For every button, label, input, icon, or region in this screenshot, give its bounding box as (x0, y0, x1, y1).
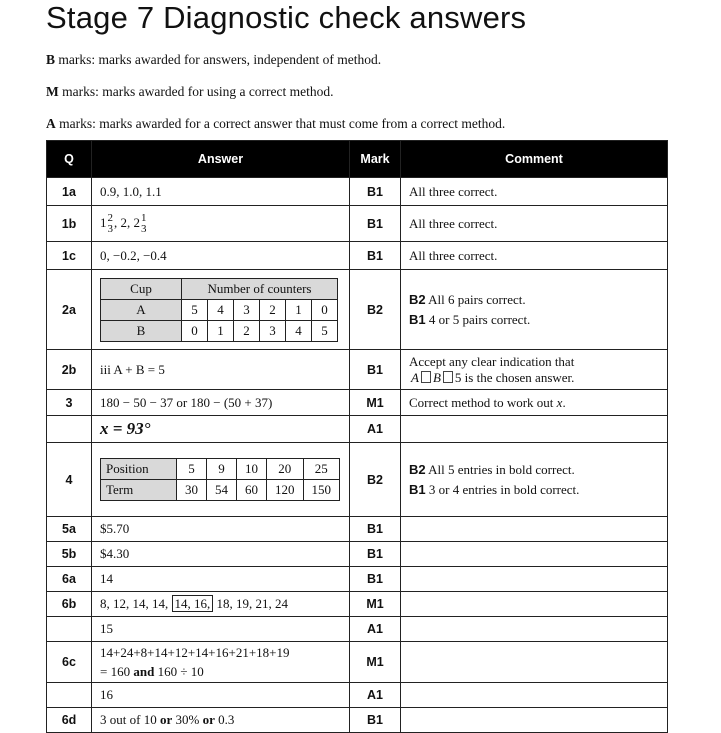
counter-cell: 1 (208, 320, 234, 341)
comment-cell (401, 542, 668, 567)
comment-var: B (432, 369, 441, 385)
header-comment: Comment (401, 141, 668, 178)
legend-key: M (46, 84, 59, 99)
question-number: 1a (47, 178, 92, 206)
numerator: 1 (141, 211, 147, 224)
question-number: 1c (47, 242, 92, 270)
mark-cell: B1 (350, 517, 401, 542)
counter-cell: 4 (286, 320, 312, 341)
legend-text: marks: marks awarded for answers, independent of method. (55, 52, 382, 67)
cup-label-a: A (101, 299, 182, 320)
answer-text: 3 out of 10 (100, 712, 160, 727)
counter-cell: 4 (208, 299, 234, 320)
answer-keyword: and (133, 663, 155, 679)
answer-cell (92, 443, 350, 517)
answer-text: , 2, 2 (114, 214, 140, 230)
mark-cell: M1 (350, 390, 401, 416)
question-number: 6a (47, 567, 92, 592)
comment-cell: All three correct. (401, 242, 668, 270)
legend-key: B (46, 52, 56, 67)
legend-key: A (46, 116, 56, 131)
question-number: 3 (47, 390, 92, 416)
mark-cell: B2 (350, 270, 401, 350)
comment-cell (401, 390, 668, 416)
comment-text: 4 or 5 pairs correct. (425, 311, 531, 327)
legend-text: marks: marks awarded for using a correct method. (58, 84, 334, 99)
counter-cell: 3 (234, 299, 260, 320)
comment-cell: All three correct. (401, 206, 668, 242)
counter-cell: 5 (182, 299, 208, 320)
comment-cell (401, 567, 668, 592)
mark-cell: B1 (350, 708, 401, 733)
term-cell: 54 (207, 480, 237, 501)
denominator: 3 (141, 222, 147, 235)
comment-key: B2 (409, 291, 426, 307)
mark-cell: B2 (350, 443, 401, 517)
table-header-row (47, 141, 668, 178)
table-row (47, 206, 668, 242)
legend-text: marks: marks awarded for a correct answer that must come from a correct method. (55, 116, 506, 131)
term-cell: 150 (303, 480, 340, 501)
term-cell: 60 (237, 480, 267, 501)
cup-label-b: B (101, 320, 182, 341)
answer-cell: $4.30 (92, 542, 350, 567)
table-row (47, 517, 668, 542)
question-number: 5b (47, 542, 92, 567)
comment-text: 5 (454, 369, 462, 385)
counter-cell: 5 (312, 320, 338, 341)
answer-cell (92, 642, 350, 683)
question-number: 2a (47, 270, 92, 350)
position-cell: 9 (207, 459, 237, 480)
comment-key: B1 (409, 311, 426, 327)
answer-cell: 15 (92, 617, 350, 642)
comment-key: B2 (409, 461, 426, 477)
table-row (47, 350, 668, 390)
comment-text: All 5 entries in bold correct. (425, 461, 575, 477)
answer-cell (92, 708, 350, 733)
counters-table (100, 278, 338, 342)
comment-cell (401, 592, 668, 617)
fraction (108, 213, 114, 235)
answers-table (46, 140, 668, 733)
position-cell: 10 (237, 459, 267, 480)
table-row (47, 567, 668, 592)
comment-cell (401, 683, 668, 708)
question-number: 4 (47, 443, 92, 517)
mark-cell: M1 (350, 642, 401, 683)
fraction (141, 213, 147, 235)
comment-cell (401, 350, 668, 390)
box-symbol (443, 371, 453, 383)
counter-cell: 0 (182, 320, 208, 341)
table-row (47, 592, 668, 617)
page-title: Stage 7 Diagnostic check answers (46, 0, 527, 35)
answer-text: 160 ÷ 10 (154, 663, 204, 679)
answer-keyword: or (202, 712, 215, 727)
answer-cell: 180 − 50 − 37 or 180 − (50 + 37) (92, 390, 350, 416)
denominator: 3 (107, 222, 113, 235)
comment-text: Accept any clear indication that (409, 353, 575, 369)
position-cell: 20 (267, 459, 304, 480)
counter-cell: 0 (312, 299, 338, 320)
table-row (47, 416, 668, 443)
question-number: 6b (47, 592, 92, 617)
answer-cell: 16 (92, 683, 350, 708)
table-row (47, 542, 668, 567)
header-q: Q (47, 141, 92, 178)
header-answer: Answer (92, 141, 350, 178)
mark-cell: B1 (350, 206, 401, 242)
question-number: 1b (47, 206, 92, 242)
mark-cell: B1 (350, 350, 401, 390)
question-number: 6c (47, 642, 92, 683)
mark-cell: B1 (350, 178, 401, 206)
answer-cell (92, 416, 350, 443)
sequence-table (100, 458, 340, 501)
legend-m (46, 84, 334, 100)
answer-keyword: or (159, 712, 173, 727)
counter-cell: 2 (260, 299, 286, 320)
comment-cell (401, 617, 668, 642)
comment-cell (401, 708, 668, 733)
answer-text: = 160 (100, 663, 134, 679)
comment-cell (401, 416, 668, 443)
question-number: 6d (47, 708, 92, 733)
question-number: 5a (47, 517, 92, 542)
question-number (47, 416, 92, 443)
counter-cell: 1 (286, 299, 312, 320)
mark-cell: B1 (350, 567, 401, 592)
counters-header: Number of counters (182, 278, 338, 299)
comment-var: A (411, 369, 419, 385)
table-row (47, 642, 668, 683)
position-cell: 25 (303, 459, 340, 480)
comment-text: is the chosen answer. (461, 369, 575, 385)
counter-cell: 3 (260, 320, 286, 341)
answer-cell (92, 206, 350, 242)
term-cell: 120 (267, 480, 304, 501)
counter-cell: 2 (234, 320, 260, 341)
numerator: 2 (107, 211, 113, 224)
question-number (47, 617, 92, 642)
comment-cell (401, 642, 668, 683)
mark-cell: M1 (350, 592, 401, 617)
term-cell: 30 (177, 480, 207, 501)
comment-key: B1 (409, 481, 426, 497)
question-number (47, 683, 92, 708)
mark-cell: A1 (350, 617, 401, 642)
answer-cell: 0, −0.2, −0.4 (92, 242, 350, 270)
box-symbol (421, 371, 431, 383)
boxed-middle-values: 14, 16, (172, 595, 214, 612)
answer-text: 8, 12, 14, 14, (100, 596, 172, 611)
answer-text: 14+24+8+14+12+14+16+21+18+19 (100, 644, 290, 660)
answer-text: 0.3 (214, 712, 235, 727)
table-row (47, 390, 668, 416)
comment-text: All 6 pairs correct. (425, 291, 526, 307)
mark-cell: A1 (350, 683, 401, 708)
answer-cell (92, 592, 350, 617)
position-label: Position (101, 459, 177, 480)
answer-cell: 0.9, 1.0, 1.1 (92, 178, 350, 206)
table-row (47, 242, 668, 270)
comment-cell (401, 517, 668, 542)
answer-cell (92, 270, 350, 350)
mark-cell: B1 (350, 242, 401, 270)
question-number: 2b (47, 350, 92, 390)
mark-cell: B1 (350, 542, 401, 567)
comment-cell: All three correct. (401, 178, 668, 206)
comment-text: 3 or 4 entries in bold correct. (425, 481, 580, 497)
answer-cell: 14 (92, 567, 350, 592)
cup-header: Cup (101, 278, 182, 299)
comment-text: . (562, 394, 566, 410)
table-row (47, 270, 668, 350)
table-row (47, 683, 668, 708)
mixed-number-whole: 1 (100, 214, 107, 230)
comment-cell (401, 443, 668, 517)
mark-cell: A1 (350, 416, 401, 443)
answer-cell: iii A + B = 5 (92, 350, 350, 390)
comment-text: Correct method to work out (409, 394, 557, 410)
header-mark: Mark (350, 141, 401, 178)
table-row (47, 617, 668, 642)
comment-cell (401, 270, 668, 350)
answer-text: 18, 19, 21, 24 (213, 596, 288, 611)
answer-text: x = 93° (100, 419, 151, 438)
answer-text: 30% (172, 712, 203, 727)
position-cell: 5 (177, 459, 207, 480)
answer-cell: $5.70 (92, 517, 350, 542)
comment-var: x (556, 394, 563, 410)
table-row (47, 708, 668, 733)
legend-b (46, 52, 381, 68)
table-row (47, 178, 668, 206)
term-label: Term (101, 480, 177, 501)
table-row (47, 443, 668, 517)
legend-a (46, 116, 505, 132)
